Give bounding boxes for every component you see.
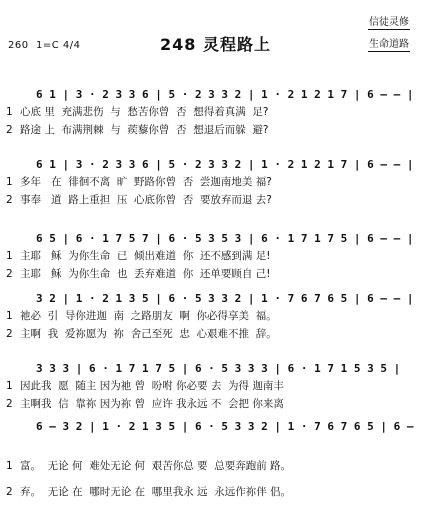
notation-line: 3 3 3 | 6 · 1 7 1 7 5 | 6 · 5 3 3 3 | 6 · 1 7 1 5 3 5 | (36, 362, 401, 375)
verse-number: 2 (6, 124, 13, 136)
notation-line: 6 5 | 6 · 1 7 5 7 | 6 · 5 3 5 3 | 6 · 1 7 1 7 5 | 6 — — | (36, 232, 414, 245)
lyric-text: 主耶 稣 为你生命 也 丢弃难道 你 还单要顾自 己! (20, 268, 271, 280)
music-system (6, 157, 420, 209)
lyric-line (6, 173, 420, 191)
music-system (6, 361, 420, 413)
verse-number: 1 (6, 250, 13, 262)
verse-number: 1 (6, 460, 13, 472)
lyric-line (6, 247, 420, 265)
verse-number: 2 (6, 194, 13, 206)
verse-number: 1 (6, 106, 13, 118)
lyric-text: 因此我 愿 随主 因为祂 曾 吩咐 你必要 去 为得 迦南丰 (20, 380, 284, 392)
lyric-text: 路途 上 布满荆棘 与 蒺藜你曾 否 想退后而躲 避? (20, 124, 269, 136)
category-label: 信徒灵修 (369, 17, 409, 28)
lyric-text: 富。 无论 何 难处无论 何 艰苦你总 要 总要奔跑前 路。 (20, 460, 292, 472)
hymn-header (0, 0, 432, 70)
lyric-line (6, 483, 420, 501)
verse-number: 2 (6, 328, 13, 340)
lyric-text: 心底 里 充满悲伤 与 愁苦你曾 否 想得着真满 足? (20, 106, 269, 118)
verse-number: 2 (6, 268, 13, 280)
lyric-line (6, 103, 420, 121)
verse-number: 1 (6, 380, 13, 392)
lyric-line (6, 307, 420, 325)
lyric-line (6, 395, 420, 413)
verse-number: 1 (6, 310, 13, 322)
lyric-line (6, 121, 420, 139)
page-number-and-key (8, 40, 80, 51)
page-number: 260 (8, 40, 29, 51)
lyric-text: 事奉 道 路上重担 压 心底你曾 否 要放弃而退 去? (20, 194, 272, 206)
lyric-line (6, 377, 420, 395)
verse-number: 1 (6, 176, 13, 188)
hymn-title: 248 灵程路上 (160, 35, 271, 54)
lyric-text: 弃。 无论 在 哪时无论 在 哪里我永 远 永远作祢伴 侣。 (20, 486, 292, 498)
lyric-text: 主啊我 信 靠祢 因为祢 曾 应许 我永远 不 会把 你来离 (20, 398, 284, 410)
notation-line: 6 1 | 3 · 2 3 3 6 | 5 · 2 3 3 2 | 1 · 2 1 2 1 7 | 6 — — | (36, 158, 414, 171)
lyric-text: 祂必 引 导你进迦 南 之路朋友 啊 你必得享美 福。 (20, 310, 277, 322)
lyric-text: 主耶 稣 为你生命 已 倾出难道 你 还不感到满 足! (20, 250, 271, 262)
key-signature: 1=C 4/4 (35, 40, 81, 51)
verse-number: 2 (6, 486, 13, 498)
music-system (6, 419, 420, 501)
music-system (6, 231, 420, 283)
category-label: 生命道路 (369, 39, 409, 50)
lyric-line (6, 325, 420, 343)
lyric-text: 多年 在 徘徊不离 旷 野路你曾 否 尝迦南地美 福? (20, 176, 272, 188)
verse-number: 2 (6, 398, 13, 410)
lyric-text: 主啊 我 爱祢愿为 祢 舍己至死 忠 心艰难不推 辞。 (20, 328, 277, 340)
lyric-line (6, 191, 420, 209)
notation-line: 3 2 | 1 · 2 1 3 5 | 6 · 5 3 3 2 | 1 · 7 6 7 6 5 | 6 — — | (36, 292, 414, 305)
notation-line: 6 — 3 2 | 1 · 2 1 3 5 | 6 · 5 3 3 2 | 1 · 7 6 7 6 5 | 6 — (36, 420, 414, 433)
lyric-line (6, 265, 420, 283)
music-system (6, 87, 420, 139)
lyric-line (6, 457, 420, 475)
music-system (6, 291, 420, 343)
notation-line: 6 1 | 3 · 2 3 3 6 | 5 · 2 3 3 2 | 1 · 2 1 2 1 7 | 6 — — | (36, 88, 414, 101)
